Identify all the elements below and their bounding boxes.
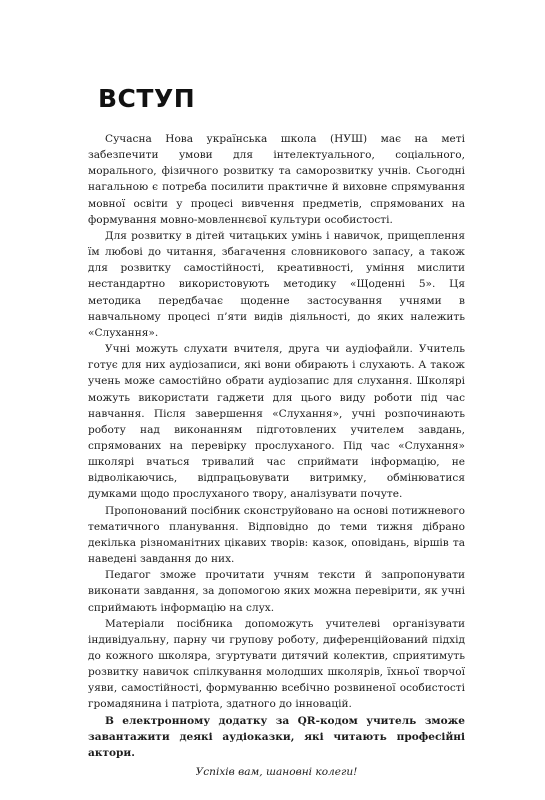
page-heading: ВСТУП bbox=[98, 84, 196, 113]
body-text bbox=[88, 131, 465, 780]
paragraph-intro: Сучасна Нова українська школа (НУШ) має на меті забезпечити умови для інтелектуального, соціального, морального, фізичного розвитку та саморозвитку учнів. Сьогодні нагальною є потреба посилити практичне й виховне спрямування мовної освіти у процесі вивчення предметів, спрямованих на формування мовно-мовленнєвої культури особистості. bbox=[88, 133, 465, 226]
paragraph-planning: Пропонований посібник сконструйовано на основі потижневого тематичного планування. Відповідно до теми тижня дібрано декілька різноманітних цікавих творів: казок, оповідань, віршів та наведені завдання до них. bbox=[88, 504, 466, 566]
paragraph-method: Для розвитку в дітей читацьких умінь і навичок, прищеплення їм любові до читання, збагачення словникового запасу, а також для розвитку самостійності, креативності, уміння мислити нестандартно використовують методику «Щоденні 5». Ця методика передбачає щоденне застосування учнями в навчальному процесі п’яти видів діяльності, до яких належить «Слухання». bbox=[88, 229, 465, 339]
paragraph-teacher: Педагог зможе прочитати учням тексти й запропонувати виконати завдання, за допомогою яких можна перевірити, як учні сприймають інформацію на слух. bbox=[88, 569, 465, 614]
closing-wish: Успіхів вам, шановні колеги! bbox=[195, 766, 358, 779]
paragraph-listening: Учні можуть слухати вчителя, друга чи аудіофайли. Учитель готує для них аудіозаписи, які вони обирають і слухають. А також учень може самостійно обрати аудіозапис для слухання. Школярі можуть використати гаджети для цього виду роботи під час навчання. Після завершення «Слухання», учні розпочинають роботу над виконанням підготовлених учителем завдань, спрямованих на перевірку прослуханого. Під час «Слухання» школярі вчаться тривалий час сприймати інформацію, не відволікаючись, відпрацьовувати витримку, обмінюватися думками щодо прослуханого твору, аналізувати почуте. bbox=[88, 343, 465, 501]
paragraph-qr-note: В електронному додатку за QR-кодом учитель зможе завантажити деякі аудіоказки, які читають професійні актори. bbox=[88, 714, 465, 759]
paragraph-materials: Матеріали посібника допоможуть учителеві організувати індивідуальну, парну чи групову роботу, диференційований підхід до кожного школяра, згуртувати дитячий колектив, сприятимуть розвитку навичок спілкування молодших школярів, їхньої творчої уяви, самостійності, формуванню всебічно розвиненої особистості громадянина і патріота, здатного до інновацій. bbox=[88, 617, 465, 711]
